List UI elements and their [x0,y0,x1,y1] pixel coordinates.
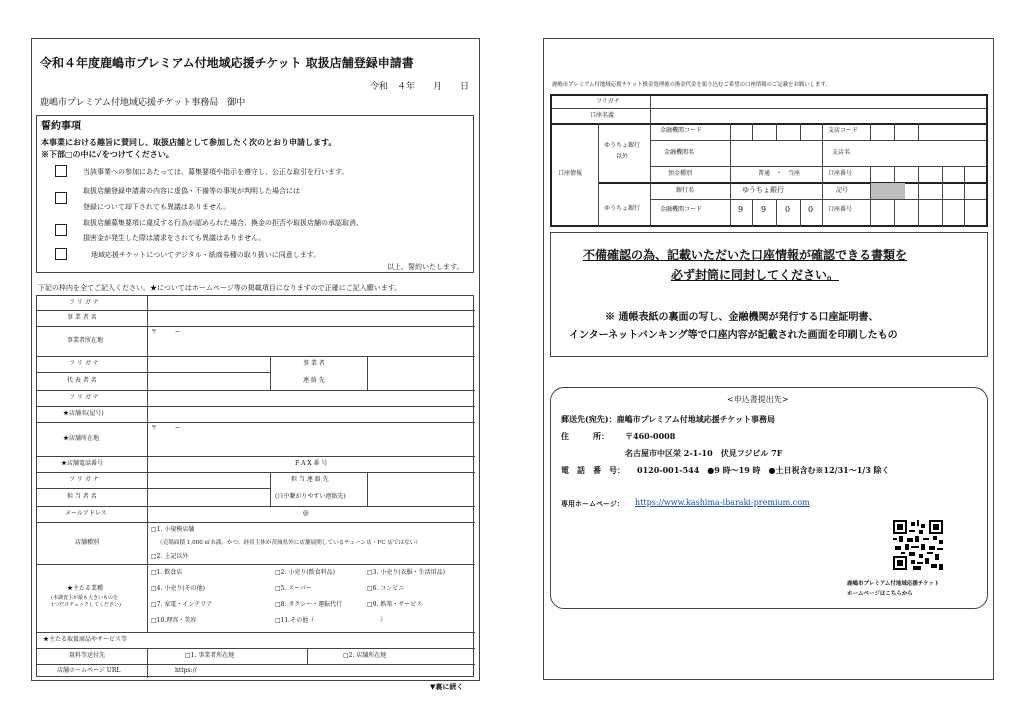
business-option-11[interactable]: □11.その他（ ） [275,617,387,624]
business-option-2[interactable]: □2. 小売り(飲食料品) [275,569,335,576]
pledge-item-3b: 損害金が発生した際は請求をされても異議はありません。 [83,234,266,242]
bank-note: 鹿嶋市プレミアム付地域応援チケット換金処理後の換金代金を振り込むご希望の口座情報のご記載をお願いします。 [552,82,831,88]
label-account-info: 口座情報 [558,170,583,177]
label-except-yucho-2: 以外 [616,153,629,160]
submit-heading: <申込書提出先> [727,395,789,404]
homepage-https: https:// [175,667,197,674]
label-branch-code: 支店コード [828,127,859,134]
postal-mark-1: 〒 ー [151,329,182,336]
label-except-yucho-1: ゆうちょ銀行 [604,142,641,149]
pledge-item-2a: 取扱店舗登録申請書の内容に虚偽・不備等の事実が判明した場合には [83,187,300,195]
qr-code[interactable] [893,520,943,570]
notice-sub-1: ※ 通帳表紙の裏面の写し、金融機関が発行する口座証明書、 [605,312,879,323]
pledge-checkbox-3[interactable] [55,224,67,236]
destination-option-2[interactable]: □2. 店舗所在地 [343,652,387,659]
label-deposit-type: 預金種別 [668,170,693,177]
label-branch-name: 支店名 [832,149,851,156]
pledge-box [36,115,474,273]
label-store-name: ★店舗名(屋号) [63,410,104,417]
qr-caption-2: ホームページはこちらから [847,591,913,597]
pledge-intro: 本事業における趣旨に賛同し、取扱店舗として参加したく次のとおり申請します。 [41,137,337,147]
business-option-5[interactable]: □5. スーパー [275,585,312,592]
business-option-7[interactable]: □7. 家電・インテリア [151,601,213,608]
label-business-name: 事 業 者 名 [67,314,97,321]
application-form-front [31,38,480,681]
label-contact-tel-1: 担 当 連 絡 先 [291,476,329,483]
label-business-contact-2: 連 絡 先 [303,377,325,384]
label-document-destination: 資料等送付先 [69,652,106,659]
bank-code-digit-2: 9 [761,205,767,214]
deposit-options[interactable]: 普通 ・ 当座 [758,170,801,177]
continue-note: ▼裏に続く [430,682,464,691]
form-note: 下記の枠内を全てご記入ください。★についてはホームページ等の掲載項目になりますので正確にご記入願います。 [38,284,402,292]
destination-option-1[interactable]: □1. 事業者所在地 [185,652,235,659]
business-option-1[interactable]: □1. 飲食店 [151,569,183,576]
pledge-instruction: ※下部□の中に✓をつけてください。 [41,149,174,159]
business-option-8[interactable]: □8. タクシー・運転代行 [275,601,343,608]
postal-code: 〒460-0008 [625,431,676,441]
postal-mark-2: 〒 ー [151,425,182,432]
homepage-label: 専用ホームページ： [561,499,624,508]
store-type-option-2[interactable]: □2. 上記以外 [151,553,189,560]
registration-table [36,295,474,677]
bank-code-digit-3: 0 [785,205,791,214]
address: 名古屋市中区栄 2-1-10 伏見フジビル 7F [625,448,783,458]
label-main-products: ★主たる取扱商品やサービス等 [43,636,128,643]
phone-label: 電 話 番 号： [561,465,625,475]
form-title: 令和４年度鹿嶋市プレミアム付地域応援チケット 取扱店舗登録申請書 [40,56,414,70]
label-fax: F A X 番 号 [295,460,328,467]
notice-line-1: 不備確認の為、記載いただいた口座情報が確認できる書類を [583,248,908,262]
label-symbol: 記号 [836,187,849,194]
mail-to: 郵送先(宛先)：鹿嶋市プレミアム付地域応援チケット事務局 [561,414,775,424]
label-store-type: 店舗種別 [75,539,100,546]
label-store-phone: ★店舗電話番号 [61,460,104,467]
main-business-note-1: (本調査主が最も大きいものを [51,595,118,601]
addressee: 鹿嶋市プレミアム付地域応援チケット事務局 御中 [40,98,246,108]
label-yucho: ゆうちょ銀行 [604,205,641,212]
label-rep-name: 代 表 者 名 [67,377,97,384]
business-option-4[interactable]: □4. 小売り(その他) [151,585,205,592]
phone: 0120-001-544 ●9 時～19 時 ●土日祝含む※12/31～1/3 除く [637,465,890,475]
label-bank-code-2: 金融機関コード [660,206,703,213]
label-business-contact-1: 事 業 者 [303,360,325,367]
label-main-business: ★主たる業種 [67,585,104,592]
main-business-note-2: 1つだけチェックしてください) [51,602,121,608]
label-email: メールアドレス [65,510,107,517]
label-contact-person: 担 当 者 名 [67,493,97,500]
email-at: @ [303,510,309,517]
label-bank-code: 金融機関コード [660,127,703,134]
pledge-item-4: 地域応援チケットについてデジタル・紙商券種の取り扱いに同意します。 [91,251,321,259]
business-option-10[interactable]: □10.理容・美容 [151,617,197,624]
pledge-item-2b: 登録について却下されても異議はありません。 [83,203,231,211]
label-account-number-2: 口座番号 [828,206,853,213]
label-homepage-url: 店舗ホームページ URL [57,667,121,674]
store-type-option-1[interactable]: □1. 小規模店舗 [151,526,195,533]
label-store-address: ★店舗所在地 [63,435,100,442]
pledge-checkbox-2[interactable] [55,192,67,204]
label-bank-name-short: 銀行名 [676,187,695,194]
application-form-back [543,38,994,680]
pledge-item-1: 当該事業への参加にあたっては、募集要項や指示を遵守し、公正な取引を行います。 [83,168,349,176]
business-option-3[interactable]: □3. 小売り(衣服・生活用品) [367,569,445,576]
bank-code-digit-1: 9 [738,205,744,214]
business-option-6[interactable]: □6. コンビニ [367,585,405,592]
notice-box [550,232,988,357]
label-business-address: 事業者所在地 [67,337,104,344]
label-furigana-2: フ リ ガ ナ [69,360,99,367]
store-type-option-1-note: （売場面積 1,000 ㎡未満、かつ、経営主体が茨城県外に店舗展開しているチェーン店・FC 店ではない） [157,540,421,546]
notice-line-2: 必ず封筒に同封してください。 [671,268,840,282]
label-furigana-1: フ リ ガ ナ [69,299,99,306]
label-contact-tel-2: (日中繋がりやすい連絡先) [275,493,346,500]
pledge-checkbox-1[interactable] [55,165,67,177]
label-furigana: フリガナ [596,98,620,105]
homepage-link[interactable]: https://www.kashima-ibaraki-premium.com [635,498,810,507]
label-furigana-3: フ リ ガ ナ [69,394,99,401]
bank-account-table [550,94,988,227]
submission-box [550,387,988,609]
label-account-name: 口座名義 [590,112,615,119]
business-option-9[interactable]: □9. 娯楽・サービス [367,601,423,608]
label-account-number-1: 口座番号 [828,170,853,177]
pledge-item-3a: 取扱店舗募集要項に違反する行為が認められた場合、換金の拒否や取扱店舗の承認取消、 [83,219,363,227]
pledge-heading: 誓約事項 [41,121,81,132]
label-furigana-4: フ リ ガ ナ [69,476,99,483]
address-label: 住 所： [561,431,609,441]
notice-sub-2: インターネットバンキング等で口座内容が記載された画面を印刷したもの [569,330,898,341]
date-line: 令和 ４年 月 日 [370,82,470,92]
pledge-checkbox-4[interactable] [55,248,67,260]
bank-code-digit-4: 0 [808,205,814,214]
yucho-value: ゆうちょ銀行 [742,186,784,194]
qr-caption-1: 鹿嶋市プレミアム付地域応援チケット [847,581,940,587]
pledge-closing: 以上、誓約いたします。 [387,263,464,271]
label-bank-name: 金融機関名 [664,149,695,156]
